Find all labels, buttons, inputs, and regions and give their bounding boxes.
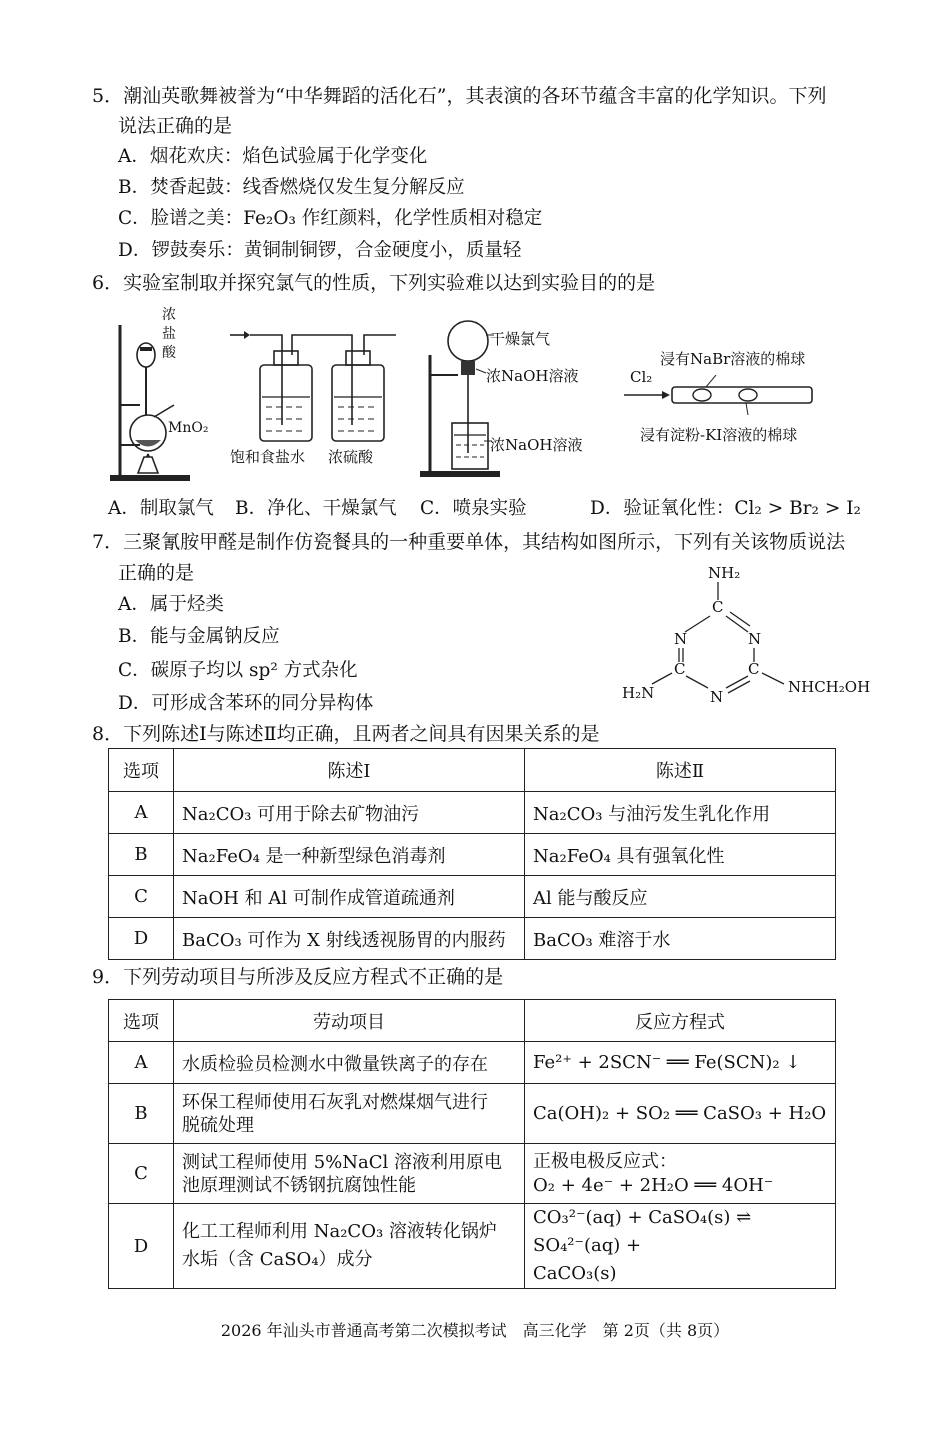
- table-row: [109, 1042, 836, 1084]
- q5-stem-line2: 说法正确的是: [118, 115, 233, 137]
- q6-option-d: D．验证氧化性：Cl₂ > Br₂ > I₂: [590, 498, 861, 519]
- q8-row-d-statement2: BaCO₃ 难溶于水: [525, 918, 836, 960]
- struct-c-top: C: [712, 598, 724, 616]
- q7-option-a: A．属于烃类: [118, 594, 224, 615]
- q8-row-b-option: B: [109, 834, 174, 876]
- table-row: [109, 1144, 836, 1204]
- q9-row-c-option: C: [109, 1144, 174, 1204]
- struct-nh2-top: NH₂: [708, 564, 741, 582]
- q8-header-option: 选项: [109, 749, 174, 792]
- label-conc-naoh-1: 浓NaOH溶液: [486, 367, 579, 385]
- struct-n-bottom: N: [710, 688, 724, 706]
- struct-n-right: N: [748, 630, 762, 648]
- q8-row-d-option: D: [109, 918, 174, 960]
- q8-row-a-option: A: [109, 792, 174, 834]
- q9-row-c-task-line1: 测试工程师使用 5%NaCl 溶液利用原电: [182, 1151, 503, 1173]
- struct-nhch2oh: NHCH₂OH: [788, 678, 871, 696]
- q8-row-b-statement2: Na₂FeO₄ 具有强氧化性: [525, 834, 836, 876]
- q8-header-statement2: 陈述Ⅱ: [525, 749, 836, 792]
- label-saturated-brine: 饱和食盐水: [230, 448, 306, 466]
- q9-row-c-equation-line1: 正极电极反应式：: [533, 1150, 677, 1172]
- q9-row-a-option: A: [109, 1042, 174, 1084]
- q8-row-d-statement1: BaCO₃ 可作为 X 射线透视肠胃的内服药: [174, 918, 525, 960]
- q6-option-b: B．净化、干燥氯气: [235, 498, 397, 519]
- q7-option-c: C．碳原子均以 sp² 方式杂化: [118, 660, 358, 681]
- q9-stem: 9．下列劳动项目与所涉及反应方程式不正确的是: [92, 966, 504, 988]
- q5-stem-line1: 5．潮汕英歌舞被誉为“中华舞蹈的活化石”，其表演的各环节蕴含丰富的化学知识。下列: [92, 85, 827, 107]
- q9-row-d-task-line2: 水垢（含 CaSO₄）成分: [182, 1249, 373, 1270]
- table-row: [109, 918, 836, 960]
- label-nabr-ball: 浸有NaBr溶液的棉球: [660, 350, 806, 368]
- q8-row-b-statement1: Na₂FeO₄ 是一种新型绿色消毒剂: [174, 834, 525, 876]
- label-dry-cl2: 干燥氯气: [490, 330, 551, 348]
- q5-option-c: C．脸谱之美：Fe₂O₃ 作红颜料，化学性质相对稳定: [118, 208, 543, 229]
- q9-row-d-task-line1: 化工工程师利用 Na₂CO₃ 溶液转化锅炉: [182, 1221, 497, 1242]
- q6-option-c: C．喷泉实验: [420, 498, 527, 519]
- label-conc-naoh-2: 浓NaOH溶液: [490, 436, 583, 454]
- q9-row-b-equation: Ca(OH)₂ + SO₂ ══ CaSO₃ + H₂O: [525, 1084, 836, 1144]
- struct-c-left: C: [674, 660, 686, 678]
- q8-stem: 8．下列陈述Ⅰ与陈述Ⅱ均正确，且两者之间具有因果关系的是: [92, 723, 600, 745]
- q7-option-b: B．能与金属钠反应: [118, 626, 280, 647]
- label-conc-h2so4: 浓硫酸: [328, 448, 374, 466]
- q9-row-c-equation-line2: O₂ + 4e⁻ + 2H₂O ══ 4OH⁻: [533, 1174, 774, 1196]
- struct-h2n: H₂N: [622, 684, 655, 702]
- q8-row-c-statement2: Al 能与酸反应: [525, 876, 836, 918]
- page-footer: 2026 年汕头市普通高考第二次模拟考试 高三化学 第 2页（共 8页）: [220, 1321, 730, 1340]
- q9-row-b-task-line1: 环保工程师使用石灰乳对燃煤烟气进行: [182, 1091, 488, 1113]
- q9-row-d-option: D: [109, 1204, 174, 1289]
- q9-header-task: 劳动项目: [174, 1000, 525, 1042]
- q9-table-header: [109, 1000, 836, 1042]
- label-starch-ki-ball: 浸有淀粉-KI溶液的棉球: [640, 426, 798, 444]
- q9-row-a-task: 水质检验员检测水中微量铁离子的存在: [174, 1042, 525, 1084]
- table-row: [109, 1084, 836, 1144]
- label-cl2: Cl₂: [630, 368, 653, 386]
- q9-row-d-equation-line2: CaCO₃(s): [533, 1263, 617, 1284]
- oxidation-tube-apparatus: [620, 375, 820, 415]
- struct-c-right: C: [748, 660, 760, 678]
- table-row: [109, 876, 836, 918]
- label-conc-hcl: 浓盐酸: [162, 307, 176, 361]
- wash-bottles-apparatus: [228, 325, 400, 445]
- q6-stem: 6．实验室制取并探究氯气的性质，下列实验难以达到实验目的的是: [92, 272, 656, 294]
- q8-row-c-option: C: [109, 876, 174, 918]
- table-row: [109, 834, 836, 876]
- q8-row-a-statement2: Na₂CO₃ 与油污发生乳化作用: [525, 792, 836, 834]
- q5-option-b: B．焚香起鼓：线香燃烧仅发生复分解反应: [118, 177, 465, 198]
- q7-stem-line2: 正确的是: [118, 562, 195, 584]
- q8-row-c-statement1: NaOH 和 Al 可制作成管道疏通剂: [174, 876, 525, 918]
- label-mno2: MnO₂: [168, 420, 209, 436]
- q8-table: [108, 748, 836, 960]
- q7-stem-line1: 7．三聚氰胺甲醛是制作仿瓷餐具的一种重要单体，其结构如图所示，下列有关该物质说法: [92, 531, 846, 553]
- q5-option-d: D．锣鼓奏乐：黄铜制铜锣，合金硬度小，质量轻: [118, 240, 522, 261]
- q8-header-statement1: 陈述Ⅰ: [174, 749, 525, 792]
- q8-table-header: [109, 749, 836, 792]
- q9-header-option: 选项: [109, 1000, 174, 1042]
- struct-n-left: N: [674, 630, 688, 648]
- q7-option-d: D．可形成含苯环的同分异构体: [118, 693, 374, 714]
- table-row: [109, 1204, 836, 1289]
- q9-row-a-equation: Fe²⁺ + 2SCN⁻ ══ Fe(SCN)₂ ↓: [525, 1042, 836, 1084]
- q9-row-c-task-line2: 池原理测试不锈钢抗腐蚀性能: [182, 1174, 416, 1196]
- table-row: [109, 792, 836, 834]
- q9-row-b-task-line2: 脱硫处理: [182, 1114, 254, 1136]
- q8-row-a-statement1: Na₂CO₃ 可用于除去矿物油污: [174, 792, 525, 834]
- q6-option-a: A．制取氯气: [108, 498, 214, 519]
- q9-header-equation: 反应方程式: [525, 1000, 836, 1042]
- q9-row-b-option: B: [109, 1084, 174, 1144]
- q9-row-d-equation-line1: CO₃²⁻(aq) + CaSO₄(s) ⇌ SO₄²⁻(aq) +: [533, 1207, 752, 1256]
- q9-table: [108, 999, 836, 1289]
- q5-option-a: A．烟花欢庆：焰色试验属于化学变化: [118, 146, 428, 167]
